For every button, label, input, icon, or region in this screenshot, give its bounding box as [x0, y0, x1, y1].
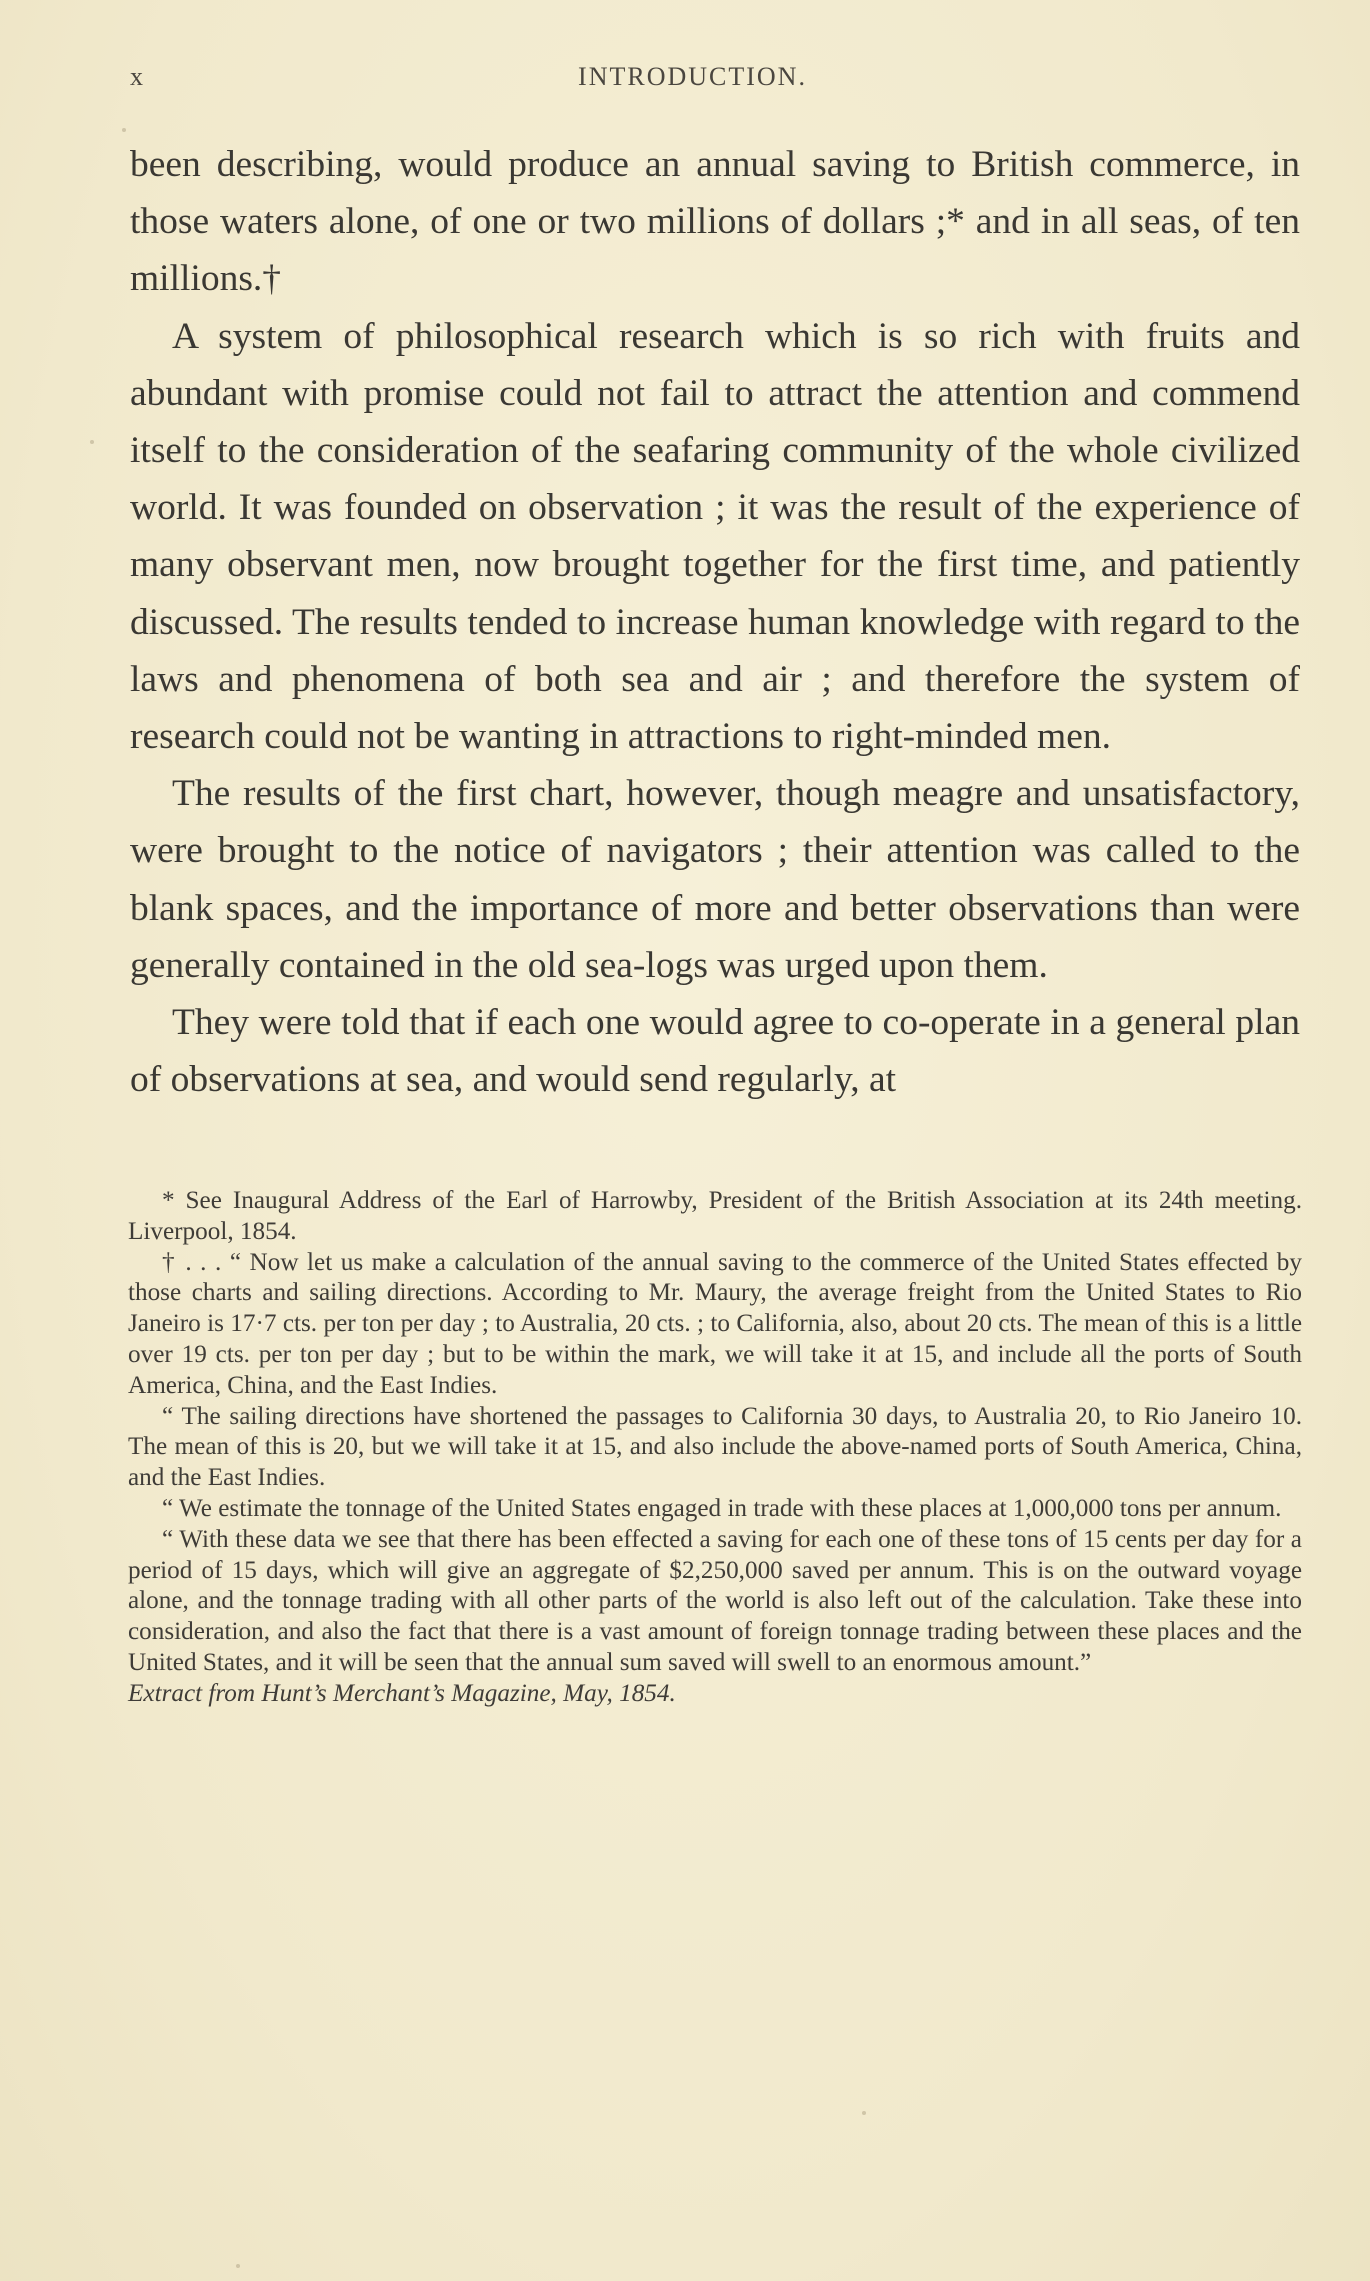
- footnote-asterisk: * See Inaugural Address of the Earl of Harrowby, President of the British Association at its 24th meeting. Liverpool, 1854.: [128, 1187, 1302, 1245]
- body-paragraph: been describing, would produce an annual saving to British commerce, in those waters alone, of one or two millions of dollars ;* and in all seas, of ten millions.†: [130, 144, 1300, 300]
- footnote-quote: “ The sailing directions have shortened the passages to California 30 days, to Australia 20, to Rio Janeiro 10. The mean of this is 20, but we will take it at 15, and also include the above-named ports of South America, China, and the East Indies.: [128, 1402, 1302, 1492]
- body-paragraph: The results of the first chart, however, though meagre and unsatisfactory, were brought to the notice of navigators ; their attention was called to the blank spaces, and the importance of more and better observations than were generally contained in the old sea-logs was urged upon them.: [130, 773, 1300, 986]
- footnote-source: [128, 1679, 1302, 1710]
- paper-speck: [862, 2111, 866, 2115]
- source-year: 1854.: [619, 1679, 676, 1707]
- source-title: Extract from Hunt’s Merchant’s Magazine, May,: [128, 1679, 613, 1707]
- footnote-dagger: † . . . “ Now let us make a calculation of the annual saving to the commerce of the United States effected by those charts and sailing directions. According to Mr. Maury, the average freight from the United States to Rio Janeiro is 17·7 cts. per ton per day ; to Australia, 20 cts. ; to California, also, about 20 cts. The mean of this is a little over 19 cts. per ton per day ; but to be within the mark, we will take it at 15, and include all the ports of South America, China, and the East Indies.: [128, 1248, 1302, 1399]
- paper-speck: [122, 128, 126, 132]
- footnote-quote: “ With these data we see that there has been effected a saving for each one of these tons of 15 cents per day for a period of 15 days, which will give an aggregate of $2,250,000 saved per annum. This is on the outward voyage alone, and the tonnage trading with all other parts of the world is also left out of the calculation. Take these into consideration, and also the fact that there is a vast amount of foreign tonnage trading between these places and the United States, and it will be seen that the annual sum saved will swell to an enormous amount.”: [128, 1525, 1302, 1676]
- body-paragraph: A system of philosophical research which is so rich with fruits and abundant with promise could not fail to attract the attention and commend itself to the consideration of the seafaring community of the whole civilized world. It was founded on observation ; it was the result of the experience of many observant men, now brought together for the first time, and patiently discussed. The results tended to increase human knowledge with regard to the laws and phenomena of both sea and air ; and therefore the system of research could not be wanting in attractions to right-minded men.: [130, 315, 1300, 758]
- page-number: x: [130, 62, 145, 91]
- footnote-quote: “ We estimate the tonnage of the United States engaged in trade with these places at 1,000,000 tons per annum.: [162, 1494, 1282, 1522]
- body-text: [130, 136, 1300, 1108]
- paper-speck: [236, 2264, 240, 2268]
- footnotes: [128, 1186, 1302, 1710]
- body-paragraph: They were told that if each one would agree to co-operate in a general plan of observations at sea, and would send regularly, at: [130, 1002, 1300, 1101]
- page-header: [130, 62, 1255, 102]
- running-head: INTRODUCTION.: [578, 62, 807, 91]
- paper-speck: [90, 440, 94, 444]
